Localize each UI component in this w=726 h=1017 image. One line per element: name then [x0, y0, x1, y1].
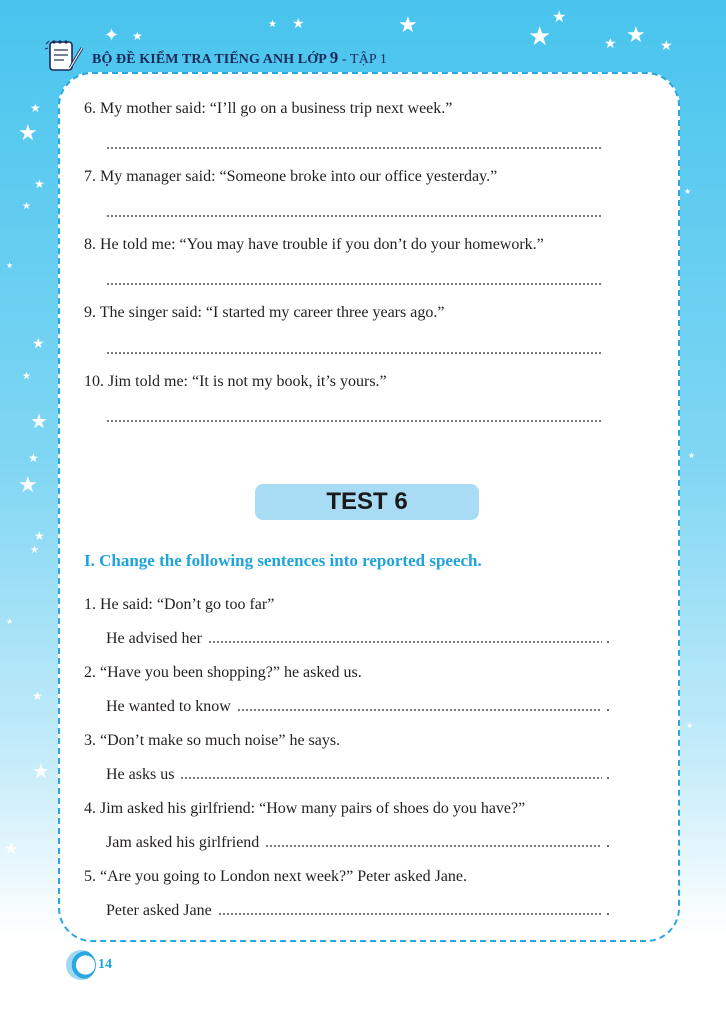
answer-row-2[interactable] [106, 698, 610, 716]
answer-blank[interactable] [208, 641, 602, 643]
answer-prefix: He advised her [106, 630, 202, 647]
star-icon: ★ [30, 411, 48, 433]
answer-prefix: Peter asked Jane [106, 902, 212, 919]
answer-prefix: He wanted to know [106, 698, 231, 715]
star-icon: ★ [30, 545, 39, 556]
page-number: 14 [98, 957, 112, 972]
star-icon: ★ [626, 22, 646, 47]
test-title: TEST 6 [255, 484, 479, 520]
star-icon: ★ [6, 617, 14, 626]
star-icon: ✦ [104, 25, 120, 45]
answer-line-6[interactable] [106, 147, 602, 149]
section-heading: I. Change the following sentences into reported speech. [84, 551, 482, 570]
page-circle-icon [66, 950, 96, 980]
star-icon: ★ [398, 12, 418, 37]
star-icon: ★ [4, 841, 19, 858]
star-icon: ★ [22, 371, 31, 382]
star-icon: ★ [688, 451, 696, 460]
answer-blank[interactable] [237, 709, 602, 711]
star-icon: ★ [132, 29, 143, 43]
answer-end: . [606, 834, 610, 851]
answer-blank[interactable] [180, 777, 602, 779]
star-icon: ★ [686, 721, 694, 730]
answer-row-5[interactable] [106, 902, 610, 920]
grade-number: 9 [329, 48, 339, 67]
prev-question-6: 6. My mother said: “I’ll go on a business trip next week.” [84, 100, 453, 117]
prev-question-10: 10. Jim told me: “It is not my book, it’s yours.” [84, 373, 387, 390]
star-icon: ★ [32, 689, 43, 703]
page-number-badge [62, 950, 122, 984]
answer-prefix: Jam asked his girlfriend [106, 834, 260, 851]
question-1: 1. He said: “Don’t go too far” [84, 596, 275, 613]
star-icon: ★ [268, 19, 277, 30]
answer-end: . [606, 698, 610, 715]
answer-blank[interactable] [218, 913, 602, 915]
answer-line-7[interactable] [106, 215, 602, 217]
star-icon: ★ [28, 451, 39, 465]
star-icon: ★ [18, 120, 38, 145]
star-icon: ★ [18, 472, 38, 497]
star-icon: ★ [528, 22, 552, 51]
star-icon: ★ [32, 761, 50, 783]
answer-end: . [606, 766, 610, 783]
book-title [92, 48, 387, 68]
answer-line-9[interactable] [106, 352, 602, 354]
star-icon: ★ [660, 39, 673, 54]
answer-row-4[interactable] [106, 834, 610, 852]
book-title-text: BỘ ĐỀ KIỂM TRA TIẾNG ANH LỚP [92, 52, 327, 67]
answer-row-1[interactable] [106, 630, 610, 648]
answer-end: . [606, 630, 610, 647]
star-icon: ★ [684, 187, 692, 196]
prev-question-8: 8. He told me: “You may have trouble if you don’t do your homework.” [84, 236, 544, 253]
notebook-pencil-icon [44, 36, 86, 74]
star-icon: ★ [604, 37, 617, 52]
star-icon: ★ [22, 201, 31, 212]
star-icon: ★ [32, 337, 45, 352]
answer-blank[interactable] [265, 845, 602, 847]
question-2: 2. “Have you been shopping?” he asked us. [84, 664, 362, 681]
star-icon: ★ [34, 177, 45, 191]
answer-line-8[interactable] [106, 283, 602, 285]
question-3: 3. “Don’t make so much noise” he says. [84, 732, 341, 749]
volume-label: - TẬP 1 [341, 52, 387, 67]
star-icon: ★ [34, 529, 45, 543]
star-icon: ★ [6, 261, 14, 270]
star-icon: ★ [30, 101, 41, 115]
prev-question-7: 7. My manager said: “Someone broke into our office yesterday.” [84, 168, 498, 185]
answer-prefix: He asks us [106, 766, 175, 783]
question-5: 5. “Are you going to London next week?” Peter asked Jane. [84, 868, 467, 885]
answer-end: . [606, 902, 610, 919]
page-header [40, 25, 460, 78]
star-icon: ★ [292, 17, 305, 32]
answer-row-3[interactable] [106, 766, 610, 784]
prev-question-9: 9. The singer said: “I started my career three years ago.” [84, 304, 445, 321]
star-icon: ★ [552, 9, 567, 26]
question-4: 4. Jim asked his girlfriend: “How many pairs of shoes do you have?” [84, 800, 526, 817]
answer-line-10[interactable] [106, 420, 602, 422]
